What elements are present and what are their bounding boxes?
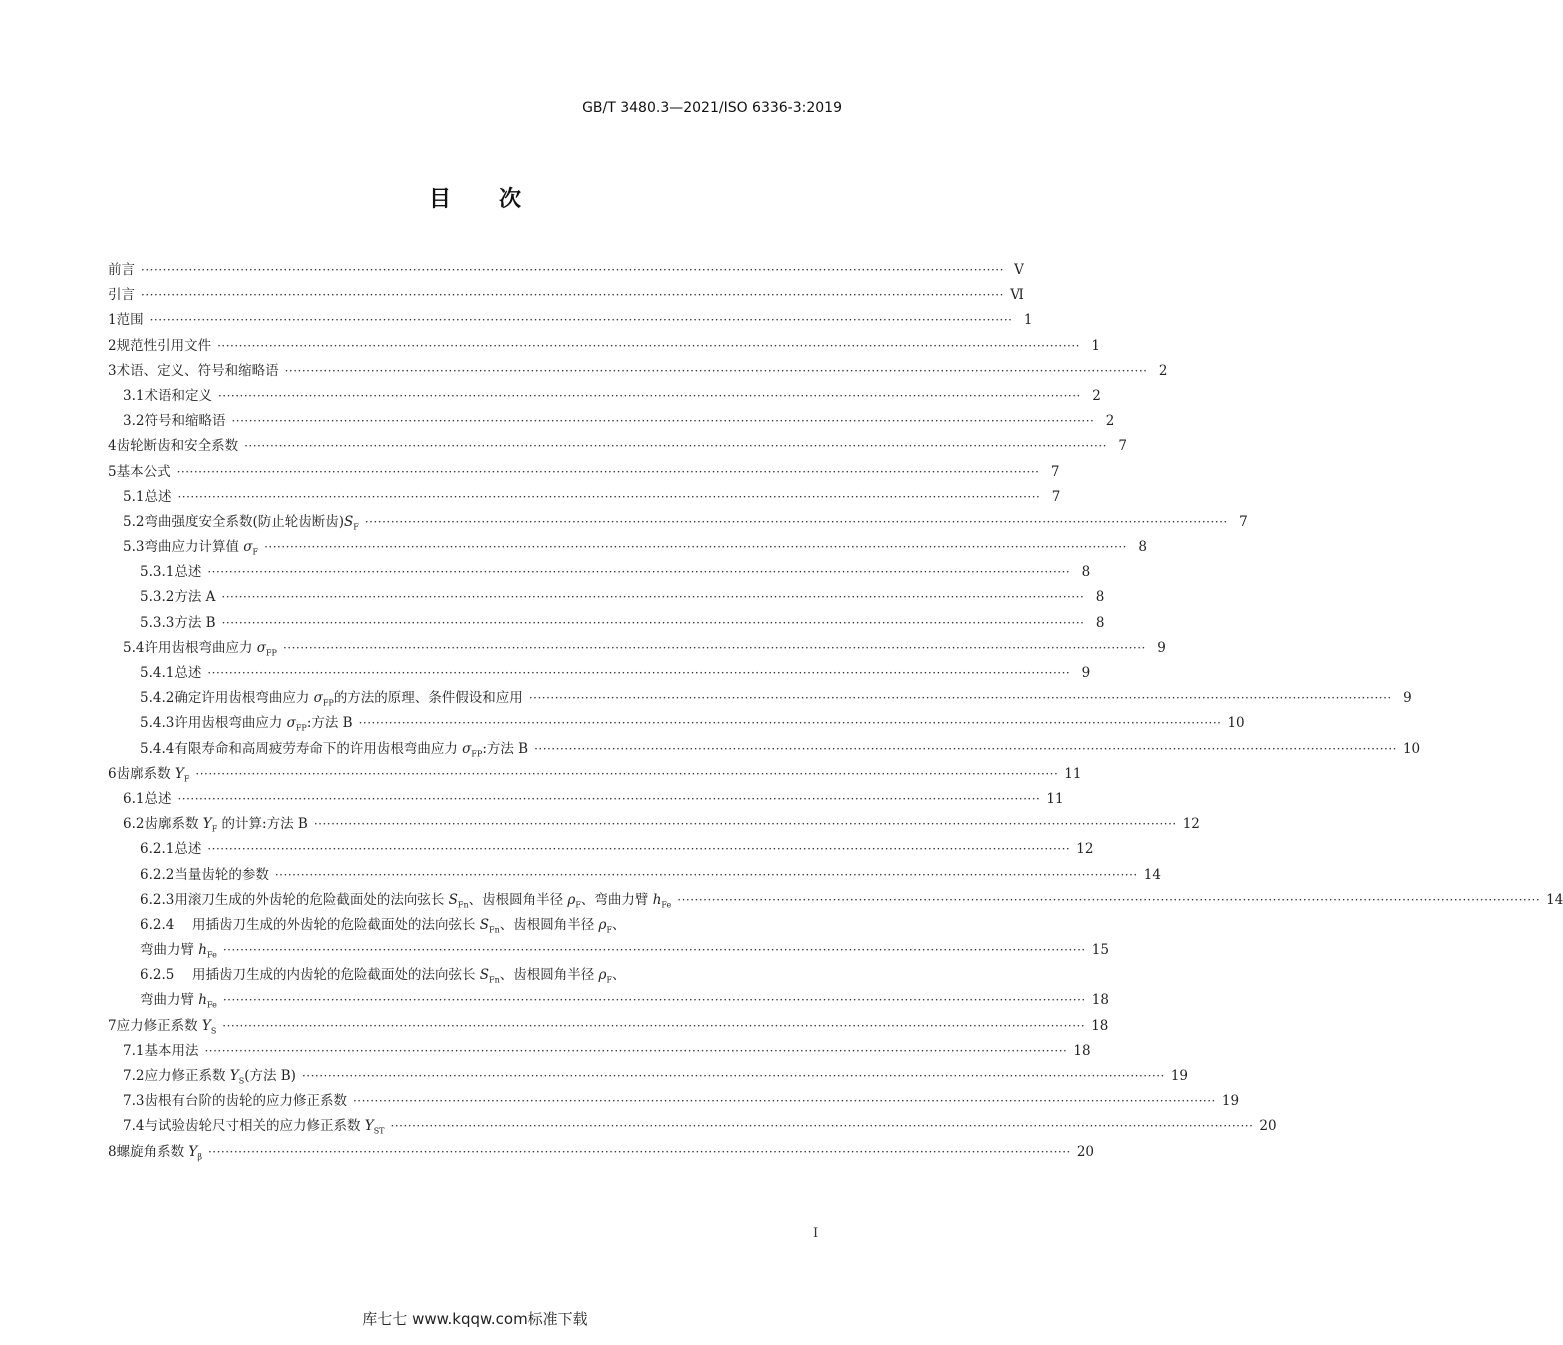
toc-entry-number: 4 [108,438,117,455]
toc-entry-page: 11 [1046,790,1064,807]
toc-entry-page: 7 [1118,438,1127,455]
toc-entry-number: 2 [108,337,117,354]
toc-entry[interactable] [108,737,1421,762]
toc-entry-label: 用插齿刀生成的内齿轮的危险截面处的法向弦长 $S_{Fn}$、齿根圆角半径 $\rho_F$、 [192,967,626,985]
toc-entry[interactable] [108,812,1200,837]
toc-entry-label: 确定许用齿根弯曲应力 $\sigma_{FP}$的方法的原理、条件假设和应用 [174,690,523,708]
toc-entry[interactable] [108,1039,1091,1064]
toc-entry-page: 15 [1091,942,1109,959]
toc-entry-number: 7.1 [123,1042,145,1059]
toc-leader-dots: ········································································································································································································ [231,414,1095,429]
toc-entry-label: 范围 [116,312,144,329]
toc-entry-page: 12 [1076,841,1094,858]
toc-entry-page: 2 [1092,387,1101,404]
toc-entry-number: 5.4.2 [140,690,175,707]
toc-entry-number: 7.4 [123,1118,145,1135]
toc-entry-page: 8 [1138,539,1147,556]
toc-entry-label: 齿轮断齿和安全系数 [116,438,239,455]
toc-entry-page: 2 [1158,362,1168,379]
toc-entry-label: 齿根有台阶的齿轮的应力修正系数 [144,1093,347,1110]
toc-entry-page: 18 [1091,992,1109,1009]
toc-entry-page: 7 [1050,463,1060,480]
toc-entry-number: 5.4.3 [140,715,175,732]
toc-leader-dots: ········································································································································································································ [221,590,1085,605]
toc-entry-label: 总述 [144,790,172,807]
toc-entry-number: 5.3.2 [140,589,175,606]
toc-entry-number: 3.2 [123,413,145,430]
toc-entry-number: 5.4 [123,639,145,656]
toc-entry-number: 5.4.1 [140,665,175,681]
toc-entry-page: 9 [1081,665,1091,681]
toc-leader-dots: ········································································································································································································ [274,867,1138,882]
toc-entry-page: 8 [1081,564,1091,581]
toc-entry-number: 7.2 [123,1068,145,1084]
toc-entry-page: 9 [1157,639,1166,656]
toc-entry-label: 有限寿命和高周疲劳寿命下的许用齿根弯曲应力 $\sigma_{FP}$:方法 B [174,740,529,759]
toc-entry-number: 6.2 [123,816,145,833]
toc-entry-label: 规范性引用文件 [116,337,212,354]
toc-entry-label: 基本公式 [116,463,171,480]
toc-entry[interactable] [108,334,1100,359]
toc-leader-dots: ········································································································································································································ [204,1043,1068,1058]
toc-leader-dots: ········································································································································································································ [313,817,1177,832]
toc-entry-number: 5.1 [123,488,145,505]
toc-entry-number: 5.3.3 [140,614,175,631]
toc-leader-dots: ········································································································································································································ [244,439,1107,454]
toc-entry-label: 用插齿刀生成的外齿轮的危险截面处的法向弦长 $S_{Fn}$、齿根圆角半径 $\rho_F$、 [192,916,626,935]
toc-entry[interactable] [108,913,843,938]
toc-entry-page: 20 [1076,1143,1095,1160]
toc-entry-number: 8 [108,1143,117,1160]
toc-entry-number: 6.2.2 [140,866,175,883]
toc-entry-label: 用滚刀生成的外齿轮的危险截面处的法向弦长 $S_{Fn}$、齿根圆角半径 $\rho_F$、弯曲力臂 $h_{Fe}$ [174,891,672,910]
toc-entry-page: 8 [1095,614,1105,631]
toc-entry-label: 许用齿根弯曲应力 $\sigma_{FP}$:方法 B [174,715,353,734]
toc-entry-number: 5.3 [123,539,145,556]
toc-entry[interactable] [108,863,1161,888]
toc-entry-label: 弯曲力臂 $h_{Fe}$ [140,992,217,1011]
toc-entry[interactable] [108,1014,1109,1039]
toc-entry-label: 术语、定义、符号和缩略语 [116,362,279,379]
toc-entry[interactable] [108,283,1024,308]
toc-entry-label: 当量齿轮的参数 [174,866,269,883]
toc-entry-label: 基本用法 [144,1042,199,1059]
toc-entry-page: 19 [1170,1068,1189,1084]
toc-entry-number: 6.2.3 [140,891,175,908]
table-of-contents [108,258,1563,1165]
toc-entry[interactable] [108,510,1248,535]
toc-entry[interactable] [108,560,1091,585]
toc-entry[interactable] [108,258,1024,283]
toc-leader-dots: ········································································································································································································ [149,313,1013,328]
toc-leader-dots: ········································································································································································································ [141,263,1004,277]
toc-entry-page: 14 [1143,866,1161,883]
toc-entry-page: 1 [1091,337,1100,354]
toc-leader-dots: ········································································································································································································ [195,766,1059,781]
toc-leader-dots: ········································································································································································································ [390,1119,1254,1134]
toc-entry[interactable] [108,661,1091,686]
toc-entry-number: 3 [108,362,117,379]
toc-entry-label: 弯曲力臂 $h_{Fe}$ [140,942,217,960]
toc-entry[interactable] [108,585,1105,610]
toc-leader-dots: ········································································································································································································ [284,363,1148,378]
footer-watermark: 库七七 www.kqqw.com标准下载 [362,1310,588,1328]
toc-entry[interactable] [108,711,1245,736]
toc-leader-dots: ········································································································································································································ [301,1069,1165,1083]
toc-leader-dots: ········································································································································································································ [222,993,1086,1008]
toc-entry[interactable] [108,485,1061,510]
toc-entry-label: 符号和缩略语 [144,413,226,430]
toc-entry-label: 方法 A [174,589,216,606]
toc-entry[interactable] [108,384,1101,409]
toc-leader-dots: ········································································································································································································ [207,666,1071,680]
toc-entry-number: 6.2.5 [140,967,175,984]
toc-entry[interactable] [108,611,1105,636]
page-number: Ⅰ [813,1226,819,1241]
toc-entry[interactable] [108,1114,1277,1139]
toc-entry[interactable] [108,460,1060,485]
toc-leader-dots: ········································································································································································································ [352,1094,1216,1109]
toc-leader-dots: ········································································································································································································ [534,741,1397,756]
standard-code-header: GB/T 3480.3—2021/ISO 6336-3:2019 [582,100,842,116]
toc-entry-number: 5.3.1 [140,564,175,581]
toc-leader-dots: ········································································································································································································ [528,691,1392,706]
toc-entry-label: 与试验齿轮尺寸相关的应力修正系数 $Y_{ST}$ [144,1118,385,1137]
toc-entry-label: 引言 [108,287,135,304]
toc-entry[interactable] [108,837,1094,862]
toc-entry-page: 10 [1402,740,1421,757]
toc-entry[interactable] [108,888,1563,913]
toc-entry-label: 螺旋角系数 $Y_\beta$ [116,1143,202,1162]
toc-entry-number: 6.1 [123,790,145,807]
toc-entry-page: 9 [1403,690,1412,707]
toc-entry-page: 7 [1239,513,1248,530]
toc-entry[interactable] [108,787,1064,812]
toc-entry-number: 7.3 [123,1093,145,1110]
toc-entry-number: 7 [108,1017,117,1034]
toc-entry-label: 应力修正系数 $Y_S$ [116,1017,217,1036]
toc-entry[interactable] [108,963,843,988]
toc-entry[interactable] [108,359,1168,384]
toc-entry-page: 19 [1221,1093,1240,1110]
toc-entry-label: 应力修正系数 $Y_S$(方法 B) [144,1068,296,1086]
toc-leader-dots: ········································································································································································································ [176,464,1040,479]
toc-entry-page: Ⅵ [1010,287,1024,304]
toc-entry-label: 弯曲强度安全系数(防止轮齿断齿)$S_F$ [144,513,359,532]
toc-entry-page: 18 [1073,1042,1091,1059]
toc-entry-page: 12 [1182,816,1200,833]
toc-leader-dots: ········································································································································································································ [141,288,1004,303]
toc-entry-page: 14 [1546,891,1563,908]
toc-entry-page: Ⅴ [1014,262,1024,278]
toc-leader-dots: ········································································································································································································ [358,716,1222,731]
page-title: 目次 [428,187,569,212]
toc-entry-number: 5 [108,463,117,480]
toc-entry[interactable] [108,762,1082,787]
toc-leader-dots: ········································································································································································································ [207,565,1071,580]
toc-entry[interactable] [108,434,1127,459]
toc-leader-dots: ········································································································································································································ [282,640,1146,655]
toc-entry-page: 10 [1227,715,1245,732]
toc-entry-label: 总述 [174,841,202,858]
toc-leader-dots: ········································································································································································································ [177,791,1041,806]
toc-leader-dots: ········································································································································································································ [177,489,1041,504]
toc-entry[interactable] [108,1064,1189,1089]
toc-entry-number: 6.2.4 [140,916,175,933]
toc-entry-page: 20 [1259,1118,1277,1135]
toc-entry-page: 1 [1023,312,1033,329]
toc-entry[interactable] [108,1089,1240,1114]
toc-entry-label: 弯曲应力计算值 $\sigma_F$ [144,539,259,557]
toc-entry[interactable] [108,308,1033,333]
toc-leader-dots: ········································································································································································································ [207,1144,1071,1159]
toc-leader-dots: ········································································································································································································ [364,514,1228,529]
toc-entry[interactable] [108,409,1115,434]
toc-leader-dots: ········································································································································································································ [222,1018,1086,1033]
toc-entry-number: 3.1 [123,387,145,404]
toc-leader-dots: ········································································································································································································ [217,388,1081,403]
toc-entry-number: 5.2 [123,513,145,530]
toc-leader-dots: ········································································································································································································ [222,943,1086,958]
toc-entry-label: 方法 B [174,614,216,631]
toc-entry[interactable] [108,636,1166,661]
toc-entry-page: 11 [1064,765,1082,782]
toc-entry-label: 齿廓系数 $Y_F$ 的计算:方法 B [144,816,308,834]
toc-entry-label: 前言 [108,262,135,278]
toc-entry-page: 7 [1051,488,1061,505]
toc-entry-page: 2 [1105,413,1115,430]
toc-leader-dots: ········································································································································································································ [217,338,1080,353]
toc-entry-number: 6 [108,765,117,782]
toc-entry-page: 18 [1091,1017,1109,1034]
toc-entry[interactable] [108,1140,1095,1165]
toc-entry-label: 术语和定义 [144,387,212,404]
toc-entry[interactable] [108,686,1412,711]
toc-entry-page: 8 [1095,589,1105,606]
toc-entry-number: 6.2.1 [140,841,175,858]
toc-entry-number: 5.4.4 [140,740,175,757]
toc-entry-label: 齿廓系数 $Y_F$ [116,765,190,784]
toc-leader-dots: ········································································································································································································ [264,540,1127,555]
toc-entry[interactable] [108,535,1147,560]
toc-leader-dots: ········································································································································································································ [677,892,1541,907]
toc-entry-label: 总述 [174,564,202,581]
toc-entry-label: 总述 [174,665,202,681]
toc-entry-number: 1 [108,312,117,329]
toc-entry-label: 总述 [144,488,172,505]
toc-leader-dots: ········································································································································································································ [207,842,1071,857]
toc-leader-dots: ········································································································································································································ [221,615,1085,630]
toc-entry-label: 许用齿根弯曲应力 $\sigma_{FP}$ [144,639,277,658]
